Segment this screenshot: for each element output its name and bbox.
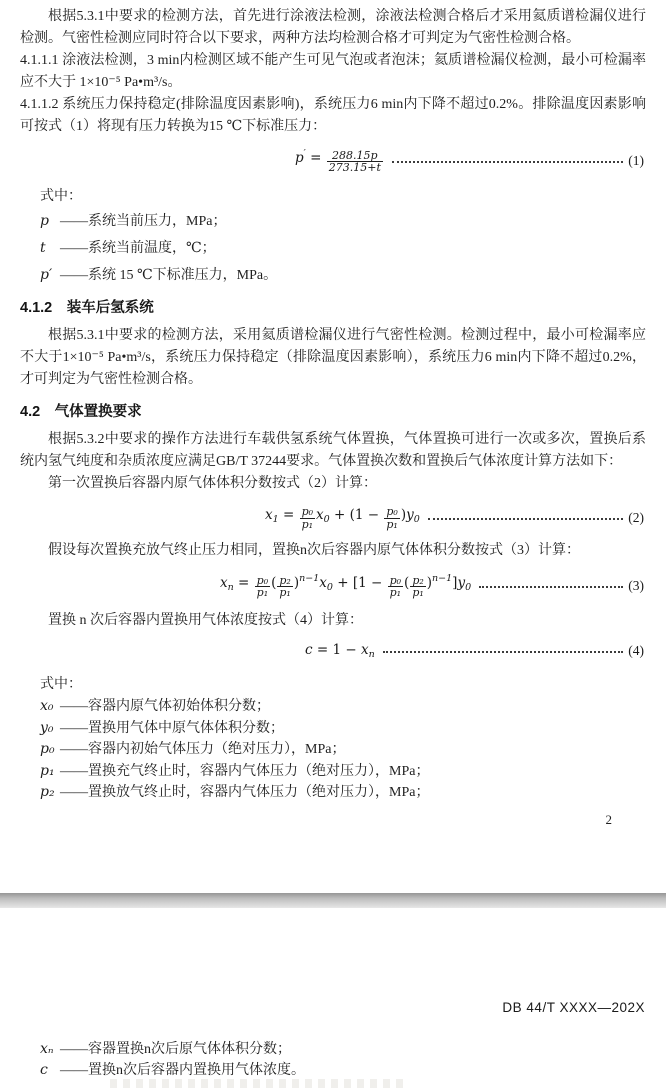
definition-row xyxy=(20,718,646,740)
paragraph-412: 根据5.3.1中要求的检测方法，采用氦质谱检漏仪进行气密性检测。检测过程中，最小可检漏率应不大于1×10⁻⁵ Pa•m³/s，系统压力保持稳定（排除温度因素影响），系统压力6 min内下降不超过0.2%，才可判定为气密性检测合格。 xyxy=(20,328,646,387)
definition-row xyxy=(20,1039,646,1060)
section-heading-42: 4.2 气体置换要求 xyxy=(20,404,142,420)
definition-symbol: p₀ xyxy=(40,741,55,757)
equation-3-number: (3) xyxy=(628,578,644,593)
section-heading-412: 4.1.2 装车后氢系统 xyxy=(20,300,154,316)
definition-row xyxy=(20,235,646,262)
equation-2: $x_1$ = $\frac{\text{p₀}}{\text{p₁}}$ $x_0 + (1$ − $\frac{\text{p₀}}{\text{p₁}}$ )$y_0$ xyxy=(265,504,420,531)
document-header: DB 44/T XXXX—202X xyxy=(502,1000,645,1015)
definition-list-2 xyxy=(20,696,646,804)
definition-row xyxy=(20,739,646,761)
definition-symbol: y₀ xyxy=(40,719,54,736)
equation-4-number: (4) xyxy=(628,643,644,658)
definition-text: ——置换充气终止时，容器内气体压力（绝对压力），MPa； xyxy=(60,763,430,779)
equation-2-number: (2) xyxy=(628,510,644,525)
legend-label-1: 式中： xyxy=(40,189,82,204)
definition-row xyxy=(20,1060,646,1081)
cutoff-text-line xyxy=(110,1079,406,1088)
definition-list-1 xyxy=(20,208,646,289)
formula-2 xyxy=(20,498,646,538)
dotted-leader xyxy=(383,651,624,653)
definition-row xyxy=(20,782,646,804)
equation-4: $c = 1 - x_n$ xyxy=(305,642,375,660)
definition-symbol: t xyxy=(40,240,46,256)
formula-3 xyxy=(20,564,646,608)
page-number: 2 xyxy=(605,811,612,827)
document-page-3 xyxy=(0,908,666,1088)
definition-row xyxy=(20,208,646,235)
definition-symbol: p₁ xyxy=(40,762,55,779)
definition-row xyxy=(20,696,646,718)
equation-3: $x_n$ = $\frac{\text{p₀}}{\text{p₁}}$ ( $\frac{\text{p₂}}{\text{p₁}}$ )$^{n-1}x_0 + [1$ − $\frac{\text{p₀}}{\text{p₁}}$ ( $\frac{\text{p₂}}{\text{p₁}}$ )$^{n-1}]y_0$ xyxy=(220,573,472,600)
paragraph-first-replace: 第一次置换后容器内原气体体积分数按式（2）计算： xyxy=(48,476,377,491)
definition-symbol: c xyxy=(40,1062,48,1078)
definition-text: ——容器内初始气体压力（绝对压力），MPa； xyxy=(60,742,346,757)
equation-1: p′ = $\frac{288.15p}{273.15+t}$ xyxy=(295,148,381,175)
definition-row xyxy=(20,262,646,289)
definition-text: ——系统 15 ℃下标准压力，MPa。 xyxy=(60,268,278,283)
paragraph-4112: 4.1.1.2 系统压力保持稳定(排除温度因素影响)，系统压力6 min内下降不超过0.2%。排除温度因素影响可按式（1）将现有压力转换为15 ℃下标准压力： xyxy=(20,97,646,134)
dotted-leader xyxy=(479,586,623,588)
definition-text: ——置换放气终止时，容器内气体压力（绝对压力），MPa； xyxy=(60,785,430,800)
definition-text: ——容器置换n次后原气体体积分数； xyxy=(60,1042,291,1057)
formula-4 xyxy=(20,634,646,668)
definition-symbol: xₙ xyxy=(40,1041,54,1057)
dotted-leader xyxy=(392,161,623,163)
equation-1-number: (1) xyxy=(628,153,644,168)
paragraph-after-n: 置换 n 次后容器内置换用气体浓度按式（4）计算： xyxy=(48,613,363,628)
paragraph-intro: 根据5.3.1中要求的检测方法，首先进行涂液法检测，涂液法检测合格后才采用氦质谱检漏仪进行检测。气密性检测应同时符合以下要求，两种方法均检测合格才可判定为气密性检测合格。 xyxy=(20,9,646,46)
definition-text: ——置换n次后容器内置换用气体浓度。 xyxy=(60,1063,305,1078)
definition-text: ——容器内原气体初始体积分数； xyxy=(60,699,270,714)
formula-1 xyxy=(20,142,646,180)
definition-text: ——系统当前温度，℃； xyxy=(60,241,216,256)
paragraph-assume: 假设每次置换充放气终止压力相同，置换n次后容器内原气体体积分数按式（3）计算： xyxy=(48,543,580,558)
paragraph-4111: 4.1.1.1 涂液法检测，3 min内检测区域不能产生可见气泡或者泡沫；氦质谱检漏仪检测，最小可检漏率应不大于 1×10⁻⁵ Pa•m³/s。 xyxy=(20,53,646,90)
definition-symbol: p₂ xyxy=(40,784,55,800)
definition-row xyxy=(20,761,646,783)
legend-label-2: 式中： xyxy=(40,677,82,692)
definition-symbol: x₀ xyxy=(40,698,54,714)
definition-text: ——系统当前压力，MPa； xyxy=(60,214,227,229)
page-separator xyxy=(0,893,666,908)
definition-symbol: p xyxy=(40,213,49,229)
paragraph-42: 根据5.3.2中要求的操作方法进行车载供氢系统气体置换，气体置换可进行一次或多次，置换后系统内氢气纯度和杂质浓度应满足GB/T 37244要求。气体置换次数和置换后气体浓度计算方法如下： xyxy=(20,432,646,469)
dotted-leader xyxy=(428,518,623,520)
definition-text: ——置换用气体中原气体体积分数； xyxy=(60,720,284,736)
definition-symbol: p′ xyxy=(40,267,53,283)
definition-list-3 xyxy=(20,1039,646,1081)
